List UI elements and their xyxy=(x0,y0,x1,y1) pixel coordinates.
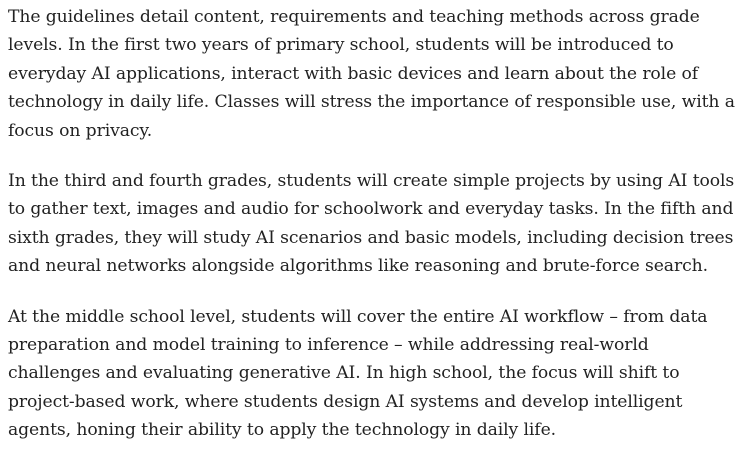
article-paragraph: In the third and fourth grades, students will create simple projects by using AI tools to gather text, images and audio for schoolwork and everyday tasks. In the fifth and sixth grades, they will study AI scenarios and basic models, including decision trees and neural networks alongside algorithms like reasoning and brute-force search. xyxy=(8,171,735,277)
article-paragraph: The guidelines detail content, requirements and teaching methods across grade levels. In the first two years of primary school, students will be introduced to everyday AI applications, interact with basic devices and learn about the role of technology in daily life. Classes will stress the importance of responsible use, with a focus on privacy. xyxy=(8,7,735,141)
article-body xyxy=(8,3,736,445)
article-paragraph: At the middle school level, students will cover the entire AI workflow – from data preparation and model training to inference – while addressing real-world challenges and evaluating generative AI. In high school, the focus will shift to project-based work, where students design AI systems and develop intelligent agents, honing their ability to apply the technology in daily life. xyxy=(8,306,708,441)
